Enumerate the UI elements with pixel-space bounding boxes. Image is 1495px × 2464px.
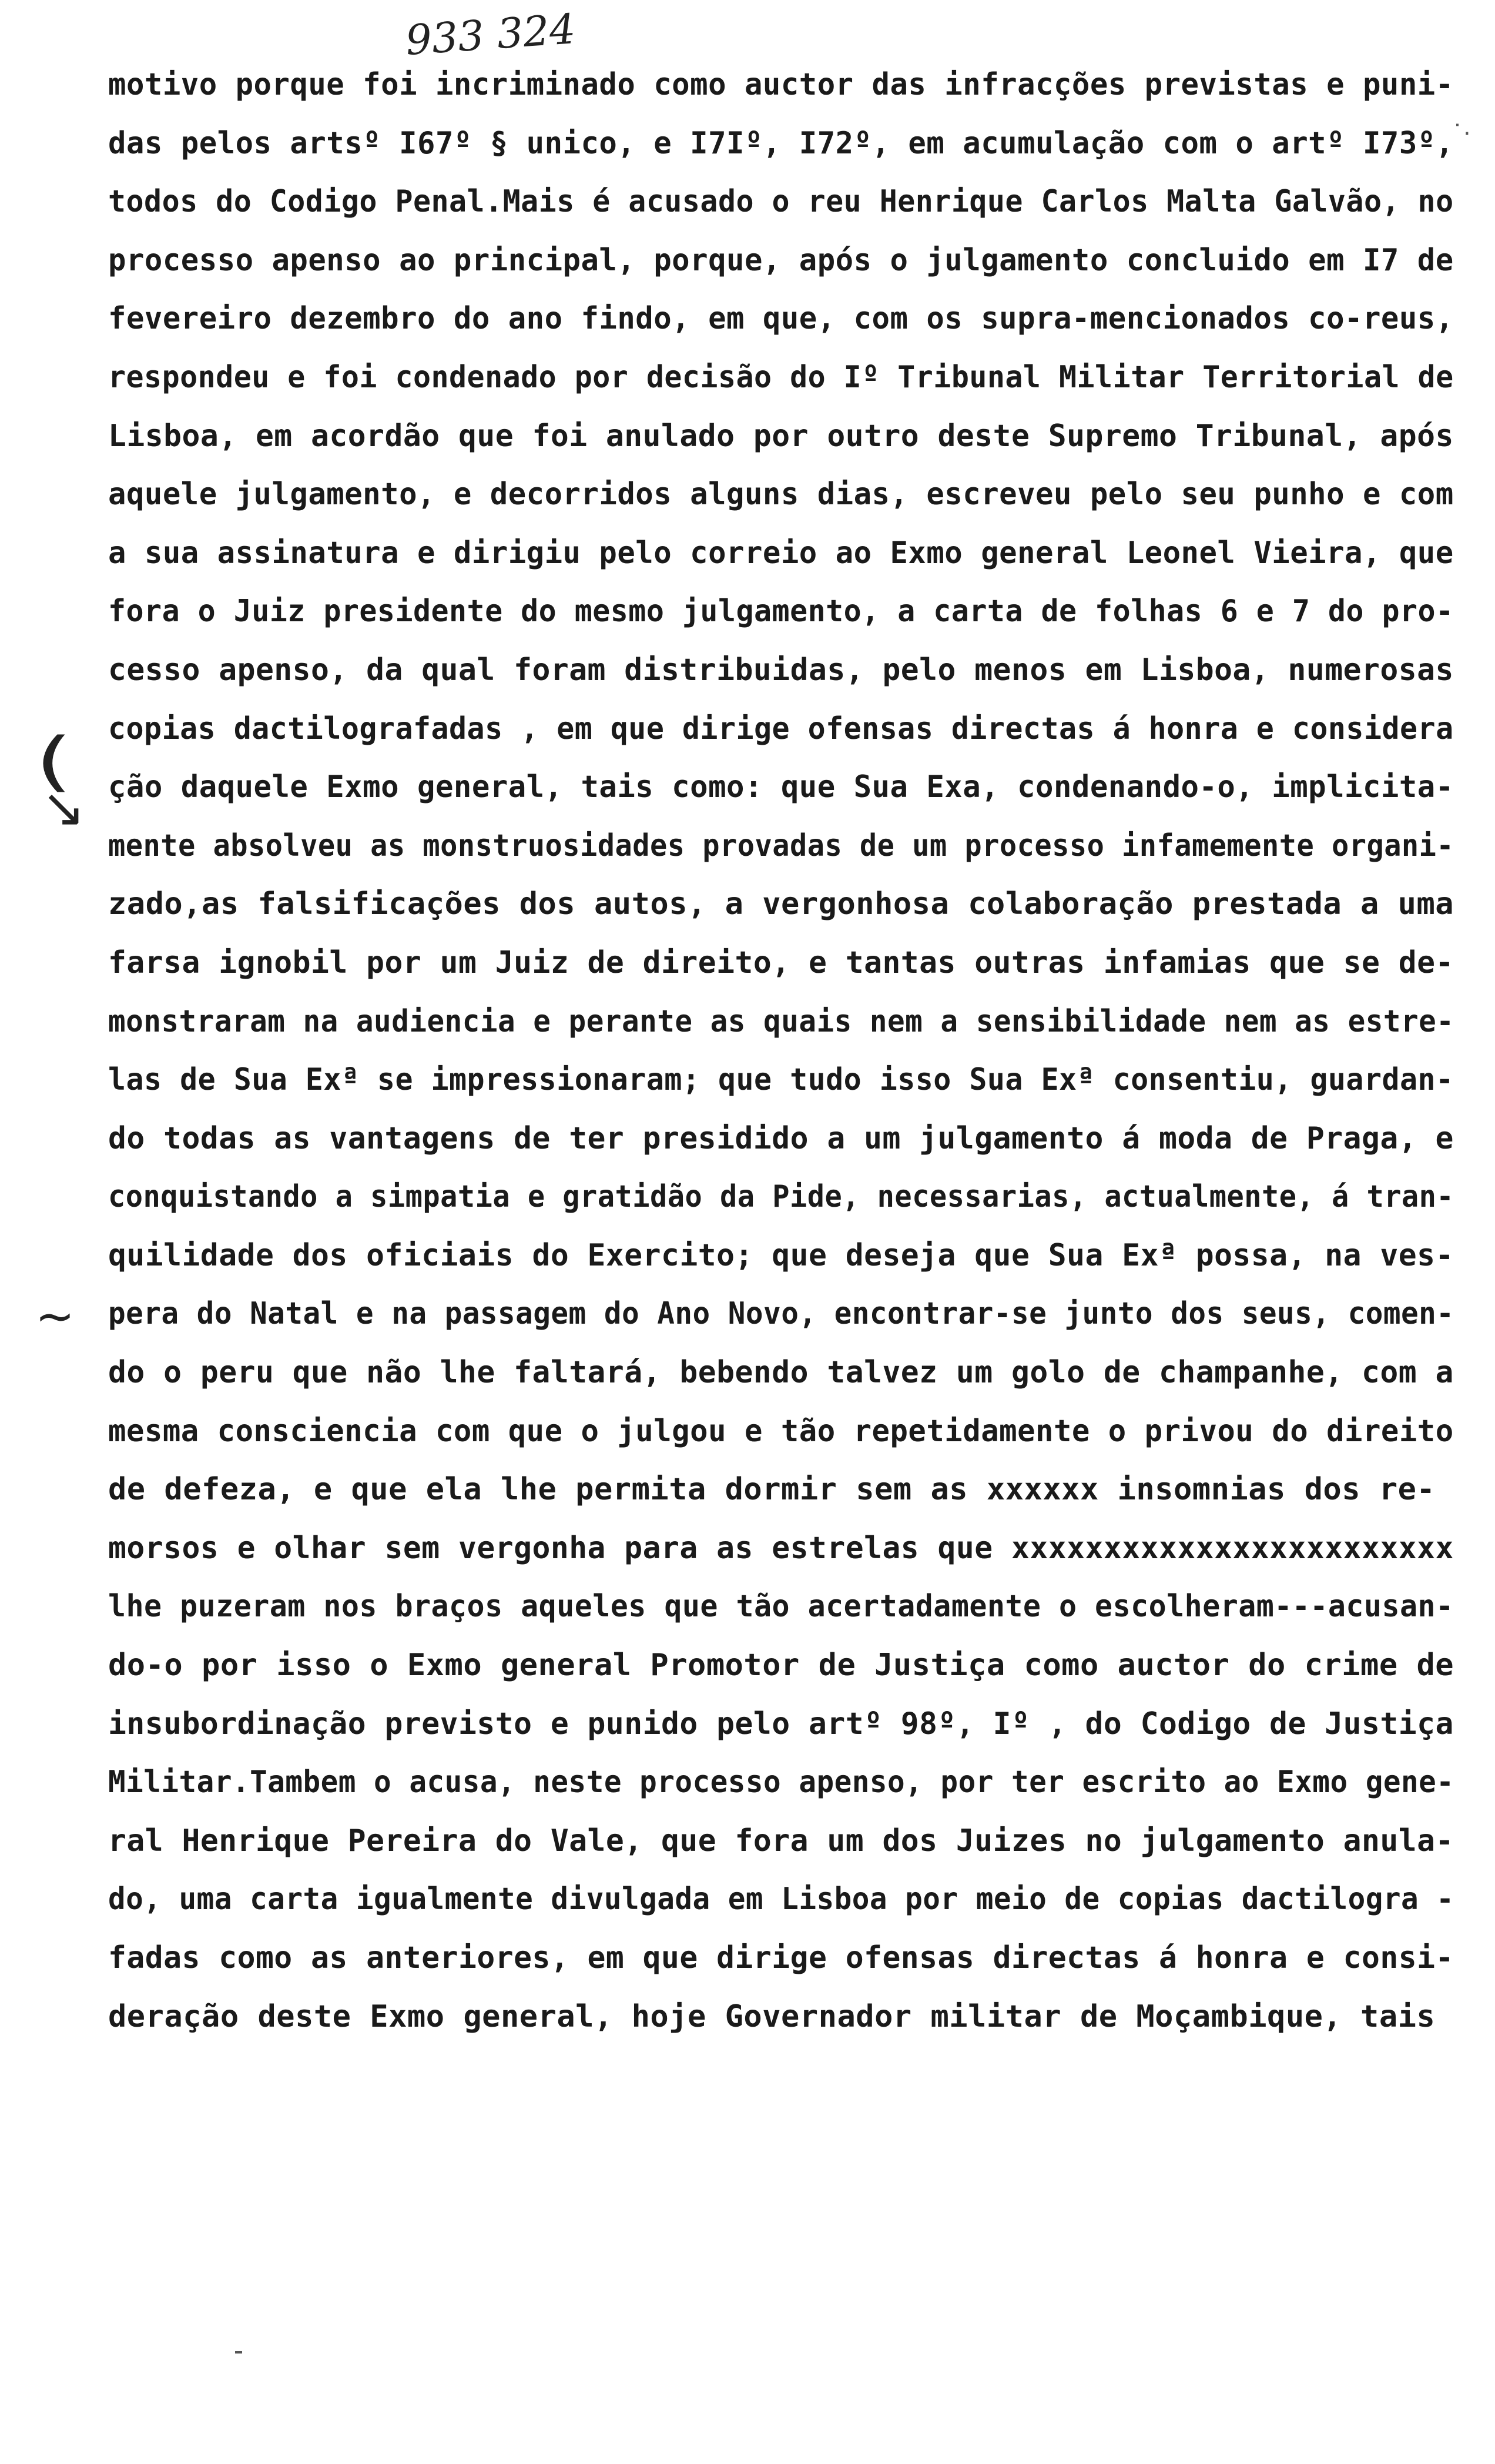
text-line: conquistando a simpatia e gratidão da Pide, necessarias, actualmente, á tran- — [108, 1179, 1454, 1215]
text-line: las de Sua Exª se impressionaram; que tudo isso Sua Exª consentiu, guardan- — [108, 1062, 1454, 1098]
text-line: de defeza, e que ela lhe permita dormir sem as xxxxxx insomnias dos re- — [108, 1472, 1436, 1508]
text-line: deração deste Exmo general, hoje Governador militar de Moçambique, tais — [108, 1998, 1436, 2034]
typed-body-text — [108, 56, 1454, 2046]
text-line: copias dactilografadas , em que dirige ofensas directas á honra e considera — [108, 711, 1454, 746]
text-line: do, uma carta igualmente divulgada em Lisboa por meio de copias dactilogra - — [108, 1882, 1454, 1917]
text-line: motivo porque foi incriminado como auctor das infracções previstas e puni- — [108, 67, 1454, 102]
text-line: Lisboa, em acordão que foi anulado por outro deste Supremo Tribunal, após — [108, 418, 1454, 454]
text-line: ral Henrique Pereira do Vale, que fora um dos Juizes no julgamento anula- — [108, 1823, 1454, 1859]
text-line: mesma consciencia com que o julgou e tão repetidamente o privou do direito — [108, 1413, 1454, 1449]
text-line: fadas como as anteriores, em que dirige ofensas directas á honra e consi- — [108, 1940, 1454, 1976]
text-line: zado,as falsificações dos autos, a vergonhosa colaboração prestada a uma — [108, 886, 1454, 922]
folio-number: 933 324 — [404, 5, 577, 65]
text-line: fevereiro dezembro do ano findo, em que, com os supra-mencionados co-reus, — [108, 301, 1454, 337]
text-line: do o peru que não lhe faltará, bebendo talvez um golo de champanhe, com a — [108, 1355, 1454, 1391]
text-line: respondeu e foi condenado por decisão do Iº Tribunal Militar Territorial de — [108, 359, 1454, 395]
margin-speck: ˙· — [1452, 120, 1471, 148]
text-line: das pelos artsº I67º § unico, e I7Iº, I72º, em acumulação com o artº I73º, — [108, 125, 1454, 161]
text-line: lhe puzeram nos braços aqueles que tão acertadamente o escolheram---acusan- — [108, 1589, 1454, 1625]
text-line: aquele julgamento, e decorridos alguns dias, escreveu pelo seu punho e com — [108, 477, 1454, 513]
text-line: fora o Juiz presidente do mesmo julgamento, a carta de folhas 6 e 7 do pro- — [108, 594, 1454, 630]
text-line: do todas as vantagens de ter presidido a um julgamento á moda de Praga, e — [108, 1120, 1454, 1156]
text-line: morsos e olhar sem vergonha para as estrelas que xxxxxxxxxxxxxxxxxxxxxxxx — [108, 1530, 1454, 1566]
text-line: todos do Codigo Penal.Mais é acusado o reu Henrique Carlos Malta Galvão, no — [108, 184, 1454, 220]
text-line: quilidade dos oficiais do Exercito; que deseja que Sua Exª possa, na ves- — [108, 1237, 1454, 1273]
text-line: insubordinação previsto e punido pelo artº 98º, Iº , do Codigo de Justiça — [108, 1706, 1454, 1742]
text-line: monstraram na audiencia e perante as quais nem a sensibilidade nem as estre- — [108, 1003, 1454, 1039]
text-line: a sua assinatura e dirigiu pelo correio ao Exmo general Leonel Vieira, que — [108, 535, 1454, 571]
text-line: processo apenso ao principal, porque, após o julgamento concluido em I7 de — [108, 242, 1454, 278]
text-line: pera do Natal e na passagem do Ano Novo, encontrar-se junto dos seus, comen- — [108, 1296, 1454, 1332]
text-line: farsa ignobil por um Juiz de direito, e tantas outras infamias que se de- — [108, 945, 1454, 980]
margin-tilde-mark: ~ — [35, 1289, 75, 1344]
text-line: ção daquele Exmo general, tais como: que Sua Exa, condenando-o, implicita- — [108, 769, 1454, 805]
stray-mark — [235, 2351, 242, 2353]
text-line: do-o por isso o Exmo general Promotor de Justiça como auctor do crime de — [108, 1648, 1454, 1683]
margin-bracket-mark: ( — [35, 724, 73, 799]
margin-arrow-mark: ↘ — [41, 777, 86, 839]
text-line: cesso apenso, da qual foram distribuidas, pelo menos em Lisboa, numerosas — [108, 652, 1454, 688]
text-line: mente absolveu as monstruosidades provadas de um processo infamemente organi- — [108, 828, 1454, 863]
text-line: Militar.Tambem o acusa, neste processo apenso, por ter escrito ao Exmo gene- — [108, 1765, 1454, 1800]
